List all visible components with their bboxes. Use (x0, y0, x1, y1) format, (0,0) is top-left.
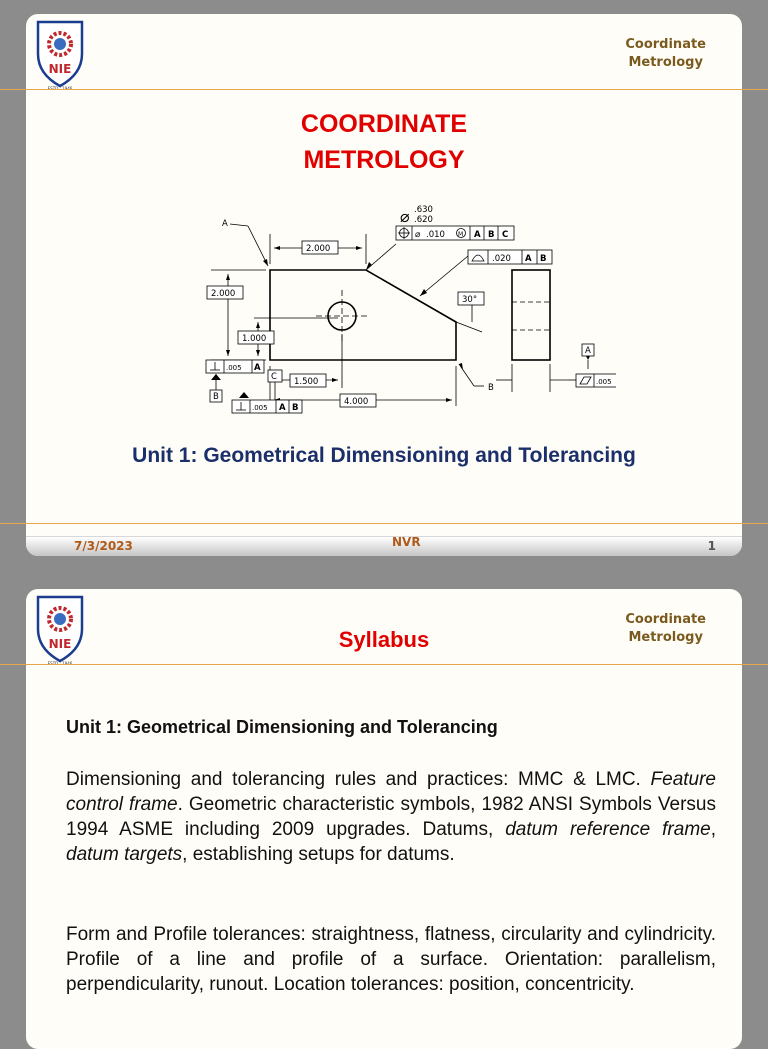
datum-a-box: A (585, 346, 591, 356)
unit-heading: Unit 1: Geometrical Dimensioning and Tolerancing (66, 717, 498, 737)
dim-bottom-1: 1.500 (294, 377, 319, 387)
diameter-upper: .630 (414, 205, 433, 215)
hole-circle (328, 302, 356, 330)
nie-logo (34, 16, 86, 92)
top-rule-1 (0, 89, 768, 90)
header-title-line1: Coordinate (625, 612, 706, 627)
slide-title: Syllabus (338, 627, 430, 652)
fcf-perp2-tol: .005 (252, 404, 268, 412)
slide-title (26, 106, 742, 178)
bottom-rule-1 (0, 523, 768, 524)
fcf-modifier-m: M (458, 231, 464, 238)
diameter-symbol-text: ⌀ (400, 207, 410, 226)
fcf-flat-tol: .005 (596, 378, 612, 386)
unit-title: Unit 1: Geometrical Dimensioning and Tolerancing (132, 444, 636, 467)
fcf-profile-datum-a: A (525, 254, 532, 264)
slide-title-line2: METROLOGY (303, 146, 465, 174)
slide-footer (26, 536, 742, 556)
dim-inner: 1.000 (242, 334, 267, 344)
top-rule-2 (0, 664, 768, 665)
dim-left: 2.000 (211, 289, 236, 299)
header-title-line1: Coordinate (625, 37, 706, 52)
paragraph-2: Form and Profile tolerances: straightness, flatness, circularity and cylindricity. Profile of a line and profile of a surface. Orientation: parallelism, perpendicularity, runout. Location tolerances: position, concentricity. (66, 924, 716, 995)
datum-c-box: C (271, 372, 277, 382)
fcf-pos-datum-c: C (502, 230, 509, 240)
slide-2 (26, 589, 742, 1049)
svg-text:⌀: ⌀ (415, 230, 421, 240)
footer-author: NVR (392, 535, 421, 549)
fcf-profile-datum-b: B (540, 254, 547, 264)
footer-page: 1 (707, 539, 716, 553)
header-title (625, 36, 706, 72)
fcf-pos-datum-a: A (474, 230, 481, 240)
paragraph-1: Dimensioning and tolerancing rules and practices: MMC & LMC. Feature control frame. Geometric characteristic symbols, 1982 ANSI Symbols Versus 1994 ASME including 2009 upgrades. Datums, datum reference frame, datum targets, establishing setups for datums. (66, 769, 716, 865)
dim-bottom-2: 4.000 (344, 397, 369, 407)
dim-top: 2.000 (306, 244, 331, 254)
header-title-line2: Metrology (628, 55, 703, 70)
footer-date: 7/3/2023 (74, 539, 133, 553)
slide-1 (26, 14, 742, 556)
fcf-pos-datum-b: B (488, 230, 495, 240)
fcf-position-tol: .010 (426, 230, 445, 240)
dim-angle: 30° (462, 295, 478, 305)
slide-title-line1: COORDINATE (300, 110, 468, 138)
fcf-perp2-datum-a: A (279, 403, 286, 413)
label-datum-a-leader: A (222, 219, 228, 229)
fcf-profile-tol: .020 (492, 254, 511, 264)
diameter-lower: .620 (414, 215, 433, 225)
header-title-line2: Metrology (628, 630, 703, 645)
datum-b-box: B (213, 392, 219, 402)
logo-text: NIE (48, 637, 72, 651)
logo-text: NIE (48, 62, 72, 76)
fcf-perp1-tol: .005 (226, 364, 242, 372)
fcf-perp2-datum-b: B (292, 403, 299, 413)
gdt-drawing (156, 194, 616, 419)
part-outline (270, 270, 456, 360)
fcf-perp1-datum-a: A (254, 363, 261, 373)
label-datum-b-leader: B (488, 383, 494, 393)
